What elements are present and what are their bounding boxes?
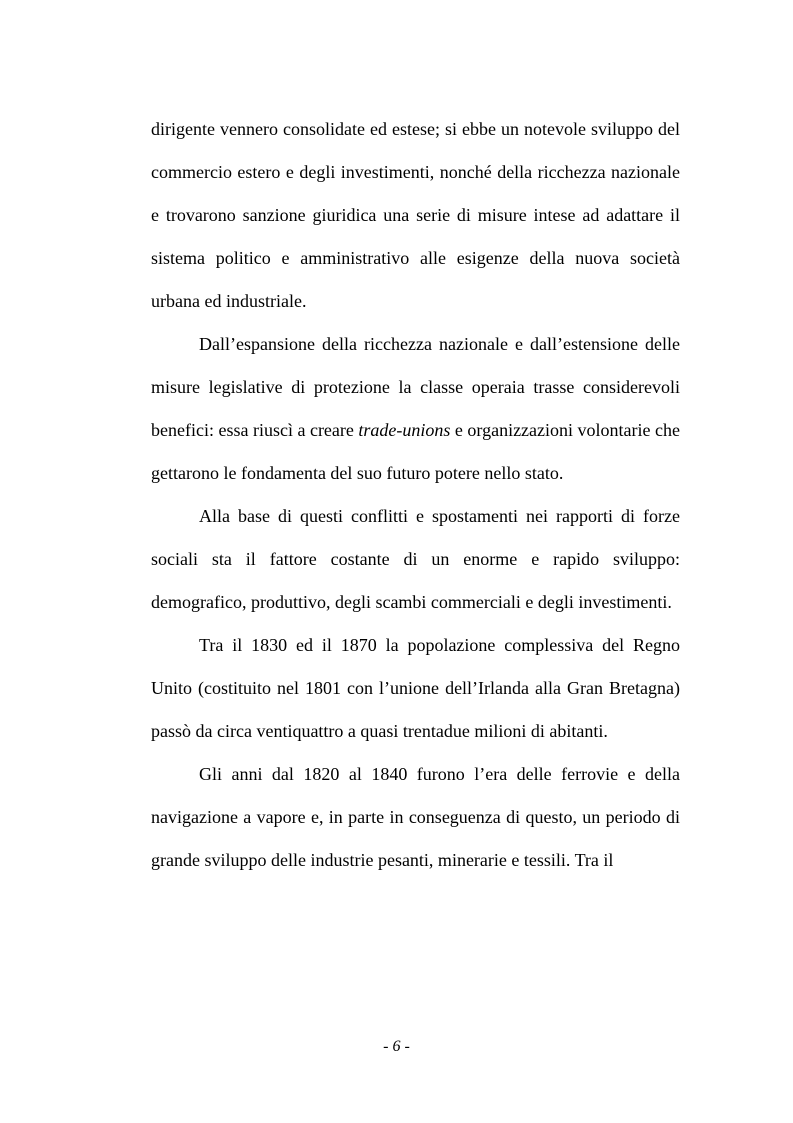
paragraph-2-italic-term: trade-unions (358, 420, 451, 440)
body-text (151, 108, 680, 882)
paragraph-2-text-a: Dall’espansione della ricchezza nazionale e dall’estensione delle misure legislative di protezione la classe operaia trasse considerevoli benefici: essa riuscì a creare (151, 334, 680, 440)
paragraph-2-text-b: e organizzazioni volontarie che gettarono le fondamenta del suo futuro potere nello stato. (151, 420, 680, 483)
page-number: - 6 - (383, 1038, 410, 1055)
paragraph-4 (151, 624, 680, 753)
paragraph-1 (151, 108, 680, 323)
paragraph-4-text: Tra il 1830 ed il 1870 la popolazione complessiva del Regno Unito (costituito nel 1801 con l’unione dell’Irlanda alla Gran Bretagna) passò da circa ventiquattro a quasi trentadue milioni di abitanti. (151, 635, 680, 741)
paragraph-2 (151, 323, 680, 495)
paragraph-1-text: dirigente vennero consolidate ed estese; si ebbe un notevole sviluppo del commercio estero e degli investimenti, nonché della ricchezza nazionale e trovarono sanzione giuridica una serie di misure intese ad adattare il sistema politico e amministrativo alle esigenze della nuova società urbana ed industriale. (151, 119, 680, 311)
paragraph-5-text: Gli anni dal 1820 al 1840 furono l’era delle ferrovie e della navigazione a vapore e, in parte in conseguenza di questo, un periodo di grande sviluppo delle industrie pesanti, minerarie e tessili. Tra il (151, 764, 680, 870)
paragraph-5 (151, 753, 680, 882)
paragraph-3 (151, 495, 680, 624)
paragraph-3-text: Alla base di questi conflitti e spostamenti nei rapporti di forze sociali sta il fattore costante di un enorme e rapido sviluppo: demografico, produttivo, degli scambi commerciali e degli investimenti. (151, 506, 680, 612)
